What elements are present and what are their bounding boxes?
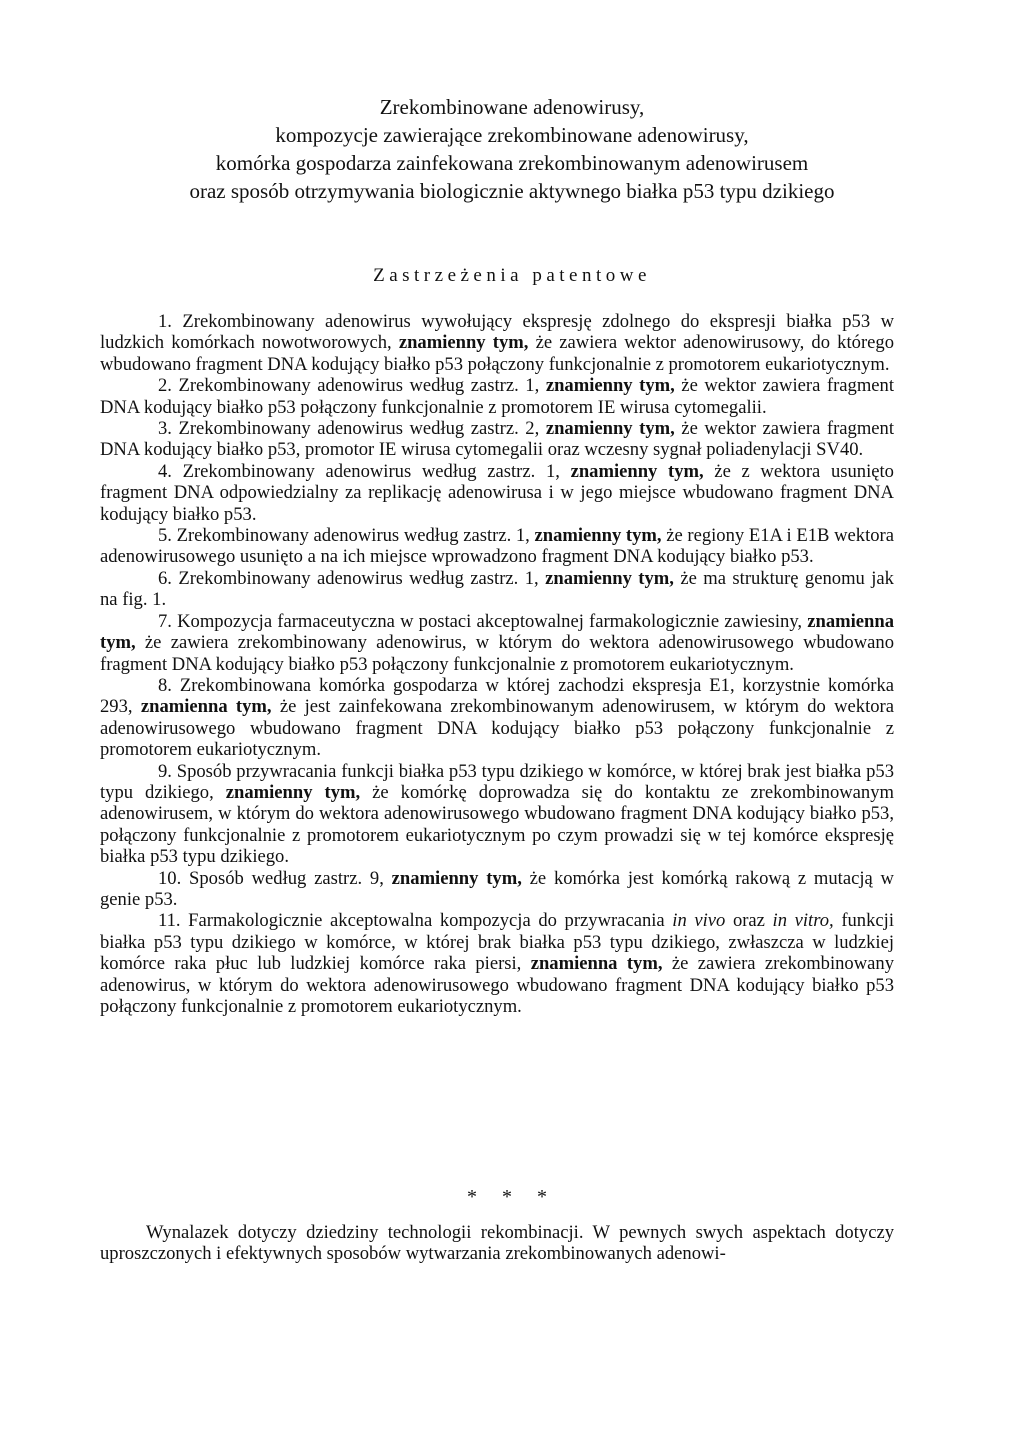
- claim-keyword: znamienna tym,: [100, 610, 894, 654]
- claim-text: że komórka jest komórką rakową z mutacją w genie p53.: [100, 867, 894, 910]
- claim-text: że zawiera zrekombinowany adenowirus, w którym do wektora adenowirusowego wbudowano fragment DNA kodujący białko p53 połączony funkcjonalnie z promotorem eukariotycznym.: [100, 632, 894, 675]
- title-line: komórka gospodarza zainfekowana zrekombinowanym adenowirusem: [215, 151, 809, 175]
- claim-keyword: znamienny tym,: [545, 567, 674, 589]
- claim-text: funkcji białka p53 typu dzikiego w komórce, w której brak białka p53 typu dzikiego, zwłaszcza w ludzkiej komórce raka płuc lub ludzkiej komórce raka piersi,: [100, 910, 894, 975]
- claim-7: [100, 611, 894, 675]
- claim-text: że ma strukturę genomu jak na fig. 1.: [100, 567, 894, 611]
- claim-text: 5. Zrekombinowany adenowirus według zastrz. 1,: [158, 525, 535, 547]
- description-intro: [100, 1222, 894, 1265]
- claim-text: że z wektora usunięto fragment DNA odpowiedzialny za replikację adenowirusa i w jego miejsce wbudowano fragment DNA kodujący białko p53.: [100, 460, 894, 525]
- claim-italic: in vitro,: [772, 910, 834, 932]
- claim-text: 8. Zrekombinowana komórka gospodarza w której zachodzi ekspresja E1, korzystnie komórka 293,: [100, 674, 894, 718]
- claim-3: [100, 418, 894, 461]
- title-line: Zrekombinowane adenowirusy,: [379, 95, 645, 119]
- claim-text: 4. Zrekombinowany adenowirus według zastrz. 1,: [158, 460, 571, 482]
- claim-text: 7. Kompozycja farmaceutyczna w postaci akceptowalnej farmakologicznie zawiesiny,: [158, 610, 808, 632]
- claim-keyword: znamienny tym,: [570, 460, 704, 482]
- claim-text: że wektor zawiera fragment DNA kodujący białko p53 połączony funkcjonalnie z promotorem IE wirusa cytomegalii.: [100, 375, 894, 418]
- claim-8: [100, 675, 894, 761]
- claim-2: [100, 375, 894, 418]
- claim-keyword: znamienny tym,: [545, 375, 675, 397]
- title-line: oraz sposób otrzymywania biologicznie aktywnego białka p53 typu dzikiego: [189, 179, 835, 203]
- claim-text: 6. Zrekombinowany adenowirus według zastrz. 1,: [158, 567, 546, 589]
- claim-keyword: znamienny tym,: [225, 781, 361, 803]
- claim-text: 1. Zrekombinowany adenowirus wywołujący ekspresję zdolnego do ekspresji białka p53 w ludzkich komórkach nowotworowych,: [100, 311, 894, 354]
- claim-6: [100, 568, 894, 611]
- claim-keyword: znamienna tym,: [140, 696, 272, 718]
- claim-keyword: znamienny tym,: [545, 418, 675, 440]
- claim-9: [100, 761, 894, 868]
- claim-11: [100, 910, 894, 1017]
- section-heading: Zastrzeżenia patentowe: [373, 265, 651, 286]
- claim-text: 11. Farmakologicznie akceptowalna kompozycja do przywracania: [158, 910, 673, 932]
- claim-italic: in vivo: [672, 910, 726, 932]
- claim-10: [100, 868, 894, 911]
- claim-text: że zawiera zrekombinowany adenowirus, w którym do wektora adenowirusowego wbudowano fragment DNA kodujący białko p53 połączony funkcjonalnie z promotorem eukariotycznym.: [100, 953, 894, 1017]
- claim-1: [100, 311, 894, 375]
- claim-text: 9. Sposób przywracania funkcji białka p53 typu dzikiego w komórce, w której brak jest białka p53 typu dzikiego,: [100, 760, 894, 803]
- claim-text: oraz: [725, 910, 773, 932]
- claim-keyword: znamienny tym,: [391, 867, 522, 889]
- claim-text: że komórkę doprowadza się do kontaktu ze zrekombinowanym adenowirusem, w którym do wektora adenowirusowego wbudowano fragment DNA kodujący białko p53, połączony funkcjonalnie z promotorem eukariotycznym po czym prowadzi się w tej komórce ekspresję białka p53 typu dzikiego.: [100, 781, 894, 868]
- claim-keyword: znamienna tym,: [530, 953, 663, 975]
- claim-text: że jest zainfekowana zrekombinowanym adenowirusem, w którym do wektora adenowirusowego wbudowano fragment DNA kodujący białko p53 połączony funkcjonalnie z promotorem eukariotycznym.: [100, 696, 894, 761]
- claim-5: [100, 525, 894, 568]
- claim-text: 3. Zrekombinowany adenowirus według zastrz. 2,: [158, 418, 546, 440]
- claim-text: że wektor zawiera fragment DNA kodujący białko p53, promotor IE wirusa cytomegalii oraz wczesny sygnał poliadenylacji SV40.: [100, 418, 894, 461]
- claim-text: 10. Sposób według zastrz. 9,: [158, 867, 392, 889]
- claim-keyword: znamienny tym,: [398, 332, 529, 354]
- claim-4: [100, 461, 894, 525]
- claim-text: że zawiera wektor adenowirusowy, do którego wbudowano fragment DNA kodujący białko p53 połączony funkcjonalnie z promotorem eukariotycznym.: [100, 332, 894, 375]
- intro-paragraph: Wynalazek dotyczy dziedziny technologii rekombinacji. W pewnych swych aspektach dotyczy uproszczonych i efektywnych sposobów wytwarzania zrekombinowanych adenowi-: [100, 1222, 894, 1265]
- claim-text: że regiony E1A i E1B wektora adenowirusowego usunięto a na ich miejsce wprowadzono fragment DNA kodujący białko p53.: [100, 525, 894, 568]
- claims-list: [100, 311, 894, 1017]
- section-separator: * * *: [467, 1186, 557, 1208]
- title-line: kompozycje zawierające zrekombinowane adenowirusy,: [275, 123, 749, 147]
- claim-text: 2. Zrekombinowany adenowirus według zastrz. 1,: [158, 375, 546, 397]
- claim-keyword: znamienny tym,: [534, 525, 662, 547]
- document-title: [90, 93, 934, 205]
